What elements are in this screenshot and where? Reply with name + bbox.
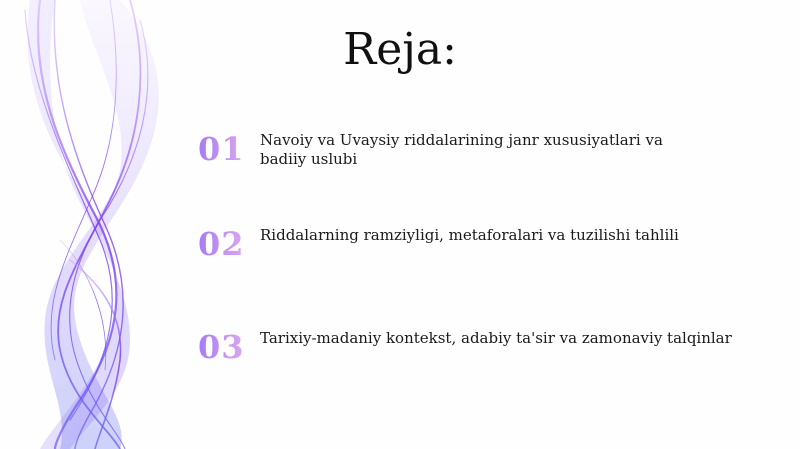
agenda-item [198,226,758,262]
agenda-item-text: Tarixiy-madaniy kontekst, adabiy ta'sir va zamonaviy talqinlar [260,329,732,347]
agenda-item-number: 02 [198,226,258,262]
slide-title: Reja: [343,24,457,75]
agenda-item [198,329,758,365]
agenda-item [198,131,758,169]
agenda-item-text: Riddalarning ramziyligi, metaforalari va tuzilishi tahlili [260,226,679,244]
agenda-item-text: Navoiy va Uvaysiy riddalarining janr xususiyatlari va badiiy uslubi [260,131,663,168]
agenda-item-number: 01 [198,131,258,167]
agenda-item-number: 03 [198,329,258,365]
purple-silk-wave-decoration [0,0,220,449]
